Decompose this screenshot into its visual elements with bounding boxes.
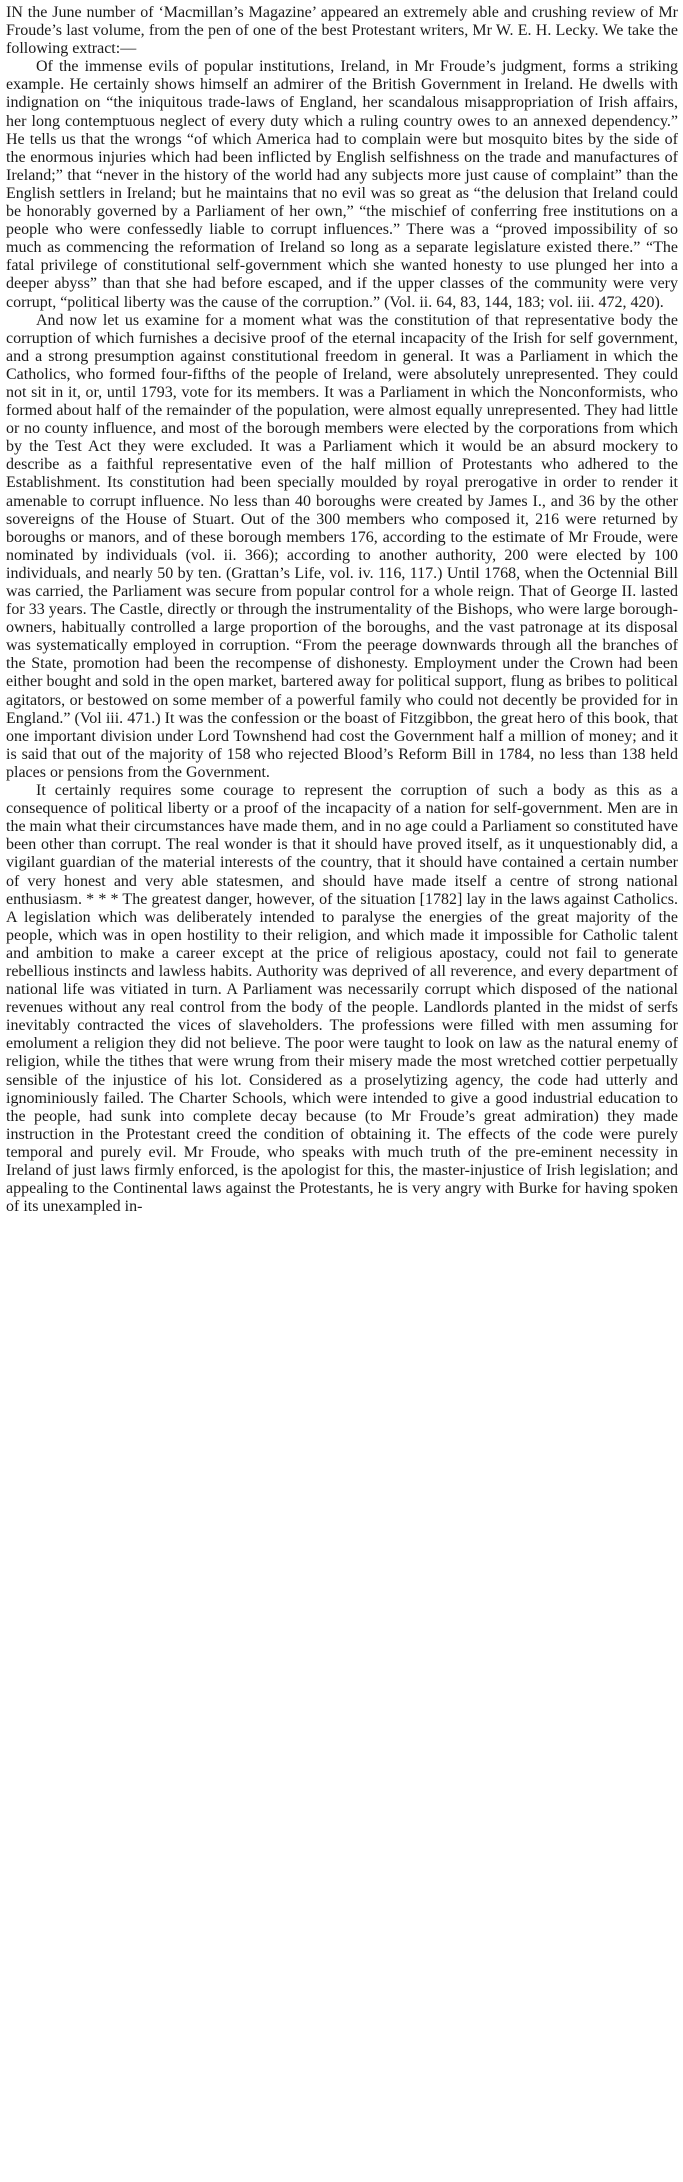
paragraph-froude-judgment: Of the immense evils of popular institutions, Ireland, in Mr Froude’s judgment, forms a striking example. He certainly shows himself an admirer of the British Government in Ireland. He dwells with indignation on “the iniquitous trade-laws of England, her scandalous misappropriation of Irish affairs, her long contemptuous neglect of every duty which a ruling country owes to an annexed dependency.” He tells us that the wrongs “of which America had to complain were but mosquito bites by the side of the enormous injuries which had been inflicted by English selfishness on the trade and manufactures of Ireland;” that “never in the history of the world had any subjects more just cause of complaint” than the English settlers in Ireland; but he maintains that no evil was so great as “the delusion that Ireland could be honorably governed by a Parliament of her own,” “the mischief of conferring free institutions on a people who were confessedly liable to corrupt influences.” There was a “proved impossibility of so much as commencing the reformation of Ireland so long as a separate legislature existed there.” “The fatal privilege of constitutional self-government which she wanted honesty to use plunged her into a deeper abyss” than that she had before escaped, and if the upper classes of the community were very corrupt, “political liberty was the cause of the corruption.” (Vol. ii. 64, 83, 144, 183; vol. iii. 472, 420). xyxy=(6,58,678,311)
intro-paragraph: IN the June number of ‘Macmillan’s Magazine’ appeared an extremely able and crushing review of Mr Froude’s last volume, from the pen of one of the best Protestant writers, Mr W. E. H. Lecky. We take the following extract:— xyxy=(6,4,678,58)
paragraph-courage-and-catholic-laws: It certainly requires some courage to represent the corruption of such a body as this as a consequence of political liberty or a proof of the incapacity of a nation for self-government. Men are in the main what their circumstances have made them, and in no age could a Parliament so constituted have been other than corrupt. The real wonder is that it should have proved itself, as it unquestionably did, a vigilant guardian of the material interests of the country, that it should have contained a certain number of very honest and very able statesmen, and should have made itself a centre of strong national enthusiasm. * * * The greatest danger, however, of the situation [1782] lay in the laws against Catholics. A legislation which was deliberately intended to paralyse the energies of the great majority of the people, which was in open hostility to their religion, and which made it impossible for Catholic talent and ambition to make a career except at the price of religious apostacy, could not fail to generate rebellious instincts and lawless habits. Authority was deprived of all reverence, and every department of national life was vitiated in turn. A Parliament was necessarily corrupt which disposed of the national revenues without any real control from the body of the people. Landlords planted in the midst of serfs inevitably contracted the vices of slaveholders. The professions were filled with men assuming for emolument a religion they did not believe. The poor were taught to look on law as the natural enemy of religion, while the tithes that were wrung from their misery made the most wretched cottier perpetually sensible of the injustice of his lot. Considered as a proselytizing agency, the code had utterly and ignominiously failed. The Charter Schools, which were intended to give a good industrial education to the people, had sunk into complete decay because (to Mr Froude’s great admiration) they made instruction in the Protestant creed the condition of obtaining it. The effects of the code were purely temporal and purely evil. Mr Froude, who speaks with much truth of the pre-eminent necessity in Ireland of just laws firmly enforced, is the apologist for this, the master-injustice of Irish legislation; and appealing to the Continental laws against the Protestants, he is very angry with Burke for having spoken of its unexampled in- xyxy=(6,782,678,1216)
article-column xyxy=(6,4,678,1216)
paragraph-constitution-of-parliament: And now let us examine for a moment what was the constitution of that representative body the corruption of which furnishes a decisive proof of the eternal incapacity of the Irish for self government, and a strong presumption against constitutional freedom in general. It was a Parliament in which the Catholics, who formed four-fifths of the people of Ireland, were absolutely unrepresented. They could not sit in it, or, until 1793, vote for its members. It was a Parliament in which the Nonconformists, who formed about half of the remainder of the population, were almost equally unrepresented. They had little or no county influence, and most of the borough members were elected by the corporations from which by the Test Act they were excluded. It was a Parliament which it would be an absurd mockery to describe as a faithful representative even of the half million of Protestants who adhered to the Establishment. Its constitution had been specially moulded by royal prerogative in order to render it amenable to corrupt influence. No less than 40 boroughs were created by James I., and 36 by the other sovereigns of the House of Stuart. Out of the 300 members who composed it, 216 were returned by boroughs or manors, and of these borough members 176, according to the estimate of Mr Froude, were nominated by individuals (vol. ii. 366); according to another authority, 200 were elected by 100 individuals, and nearly 50 by ten. (Grattan’s Life, vol. iv. 116, 117.) Until 1768, when the Octennial Bill was carried, the Parliament was secure from popular control for a whole reign. That of George II. lasted for 33 years. The Castle, directly or through the instrumentality of the Bishops, who were large borough-owners, habitually controlled a large proportion of the boroughs, and the vast patronage at its disposal was systematically employed in corruption. “From the peerage downwards through all the branches of the State, promotion had been the recompense of dishonesty. Employment under the Crown had been either bought and sold in the open market, bartered away for political support, flung as bribes to political agitators, or bestowed on some member of a powerful family who could not decently be provided for in England.” (Vol iii. 471.) It was the confession or the boast of Fitzgibbon, the great hero of this book, that one important division under Lord Townshend had cost the Government half a million of money; and it is said that out of the majority of 158 who rejected Blood’s Reform Bill in 1784, no less than 138 held places or pensions from the Government. xyxy=(6,311,678,781)
